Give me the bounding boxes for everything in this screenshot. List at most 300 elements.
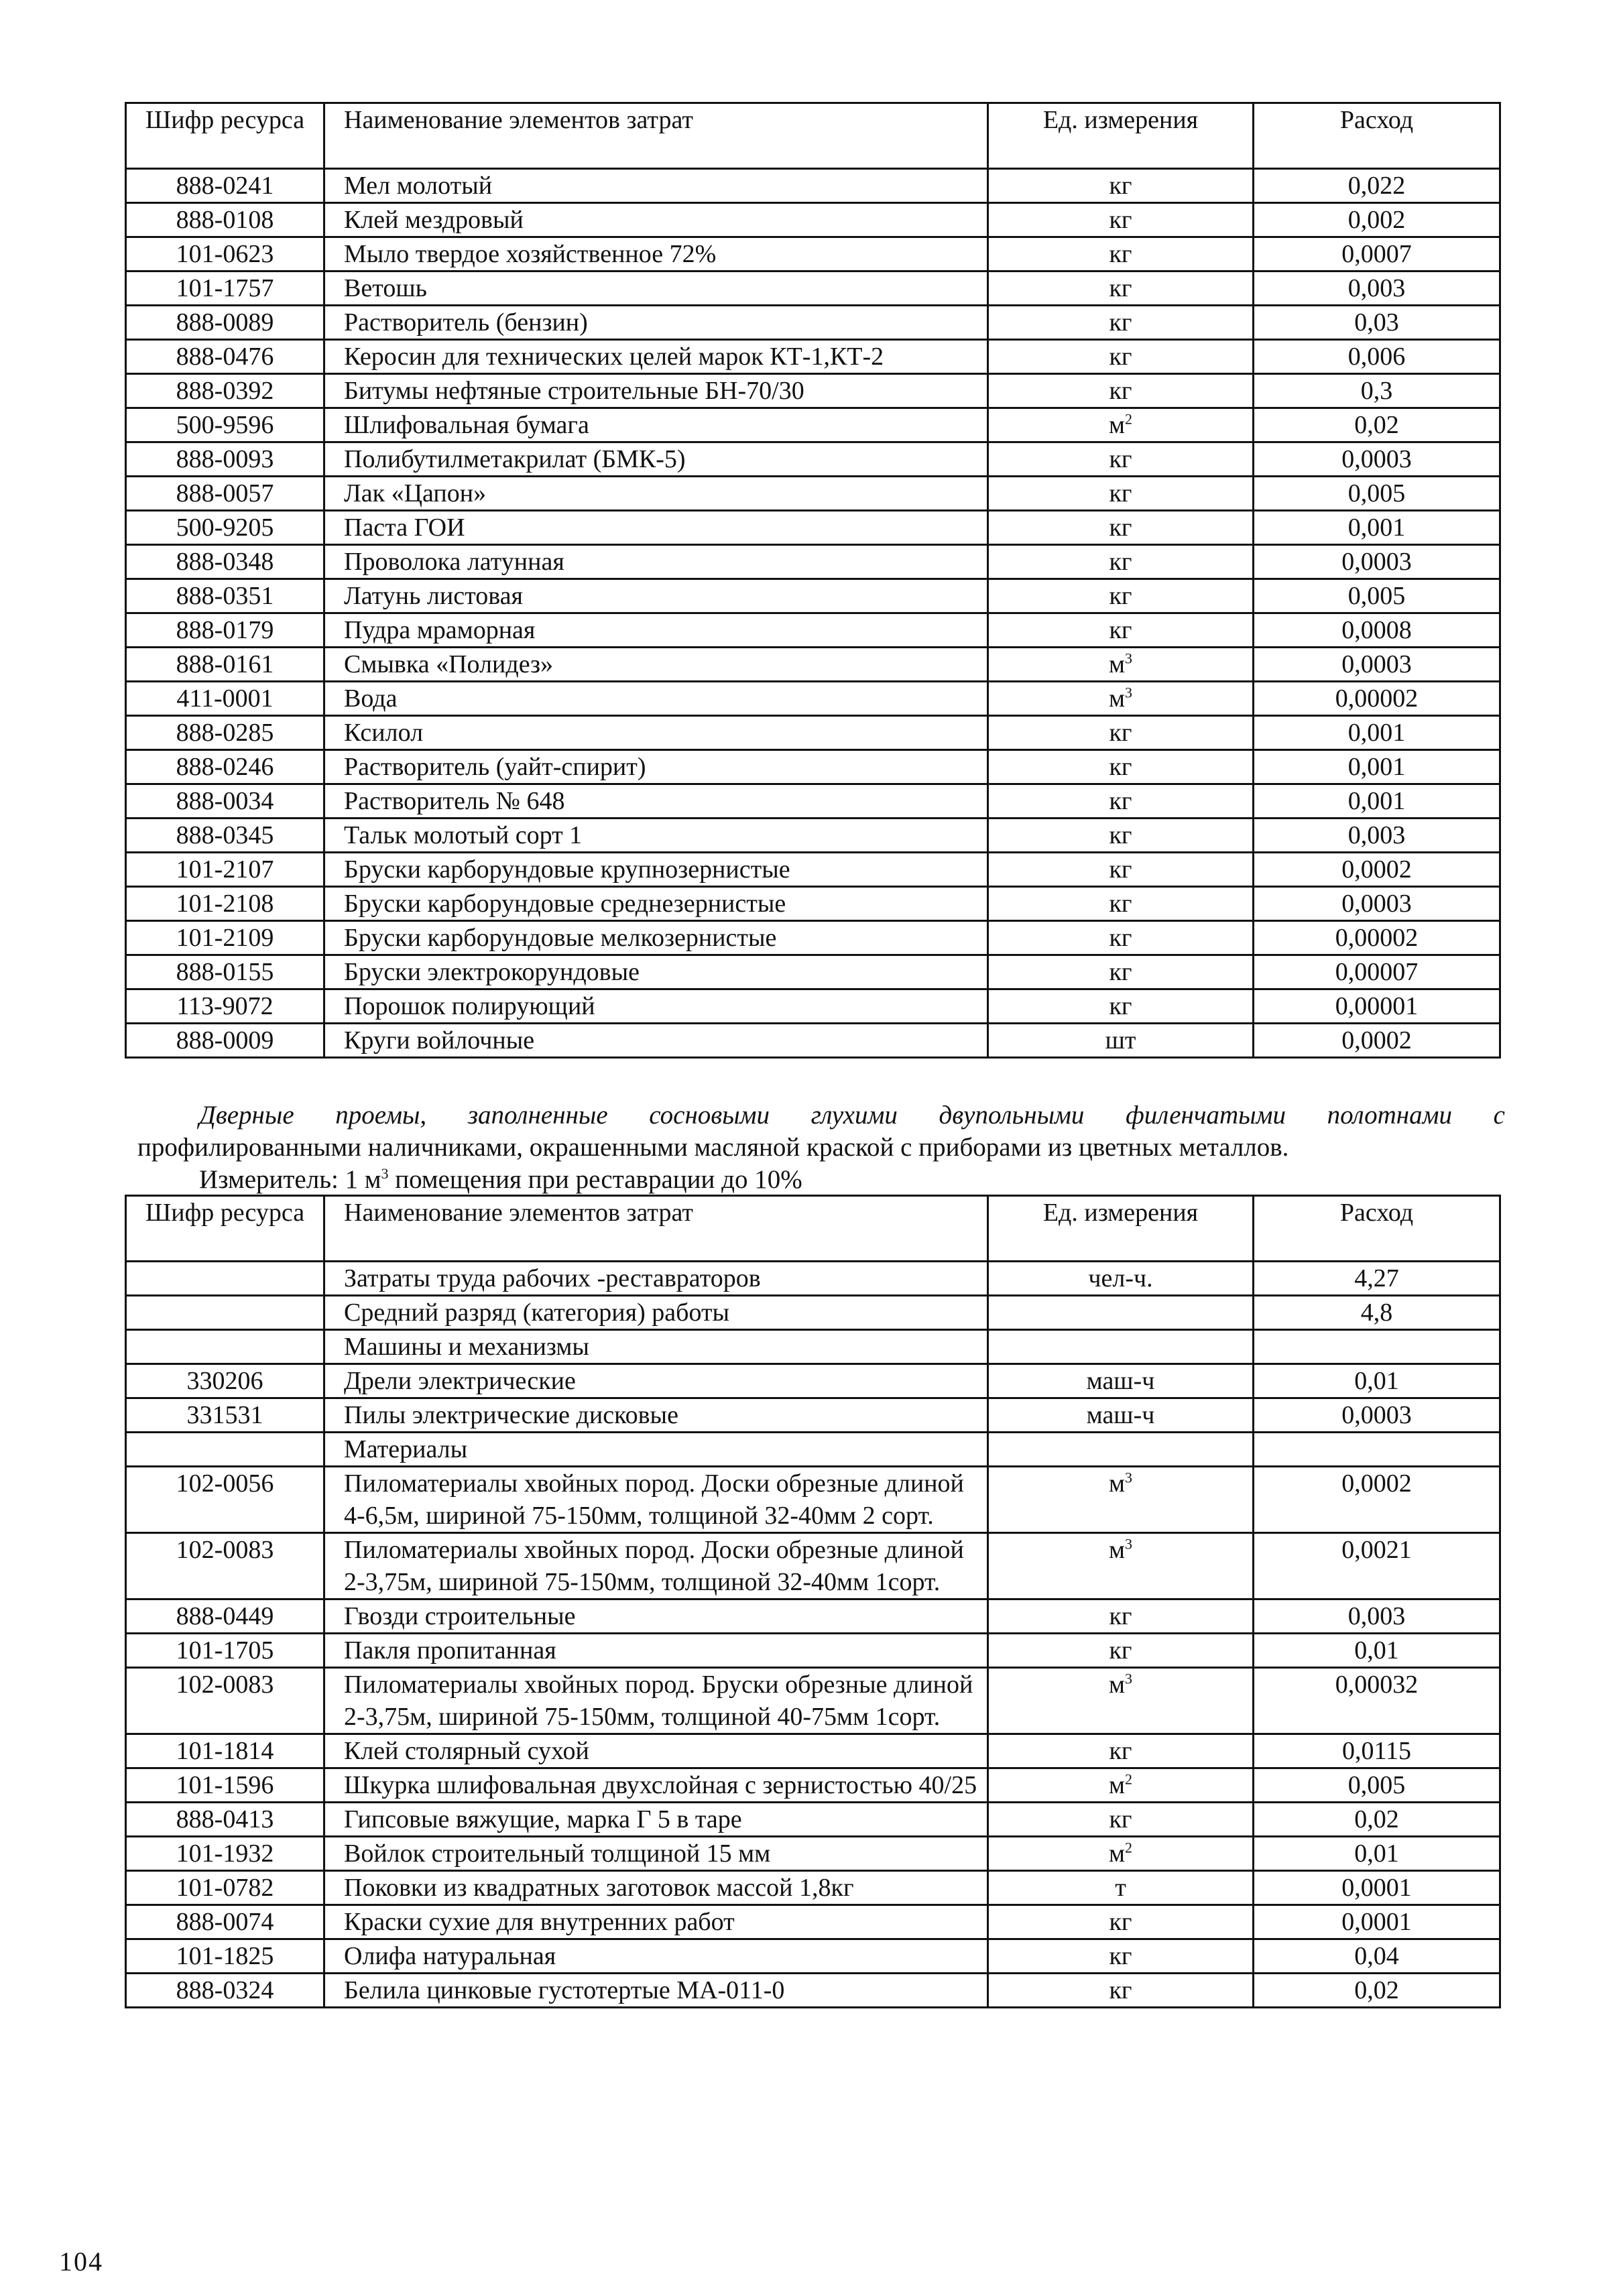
cell-qty-text: 0,00032 bbox=[1335, 1671, 1419, 1699]
cell-name bbox=[324, 579, 988, 613]
cell-name-text: Ветошь bbox=[344, 274, 427, 302]
cell-code bbox=[126, 853, 324, 887]
cell-qty bbox=[1254, 1296, 1500, 1330]
cell-unit bbox=[988, 1634, 1254, 1668]
cell-code-text: 888-0074 bbox=[176, 1908, 274, 1936]
cell-name-text: Дрели электрические bbox=[344, 1367, 576, 1395]
cell-qty-text: 0,003 bbox=[1347, 1602, 1406, 1630]
cell-unit bbox=[988, 442, 1254, 477]
cell-unit bbox=[988, 1364, 1254, 1398]
cell-code bbox=[126, 1262, 324, 1296]
cell-name-text: Шкурка шлифовальная двухслойная с зернистостью 40/25 bbox=[344, 1771, 977, 1799]
cell-unit-text: кг bbox=[1109, 1942, 1132, 1970]
cell-name bbox=[324, 1939, 988, 1974]
cell-name bbox=[324, 1599, 988, 1634]
header-name: Наименование элементов затрат bbox=[324, 103, 988, 169]
header-unit: Ед. измерения bbox=[988, 1196, 1254, 1262]
table-row bbox=[126, 887, 1500, 921]
cell-unit bbox=[988, 477, 1254, 511]
cell-name bbox=[324, 682, 988, 716]
cell-name bbox=[324, 955, 988, 989]
cell-code bbox=[126, 1398, 324, 1433]
cell-qty-text: 0,003 bbox=[1347, 274, 1406, 302]
cell-unit-text: м bbox=[1108, 1536, 1126, 1564]
cell-name-text: Машины и механизмы bbox=[344, 1333, 589, 1361]
cell-name bbox=[324, 1330, 988, 1364]
cell-unit bbox=[988, 340, 1254, 374]
cell-code bbox=[126, 716, 324, 750]
cell-qty-text: 0,0003 bbox=[1341, 650, 1412, 678]
cell-code bbox=[126, 784, 324, 819]
cell-qty-text: 0,00001 bbox=[1335, 992, 1419, 1020]
cell-code-text: 888-0009 bbox=[176, 1026, 274, 1054]
cell-code-text: 888-0241 bbox=[176, 172, 274, 200]
cell-unit bbox=[988, 819, 1254, 853]
cell-code-text: 888-0161 bbox=[176, 650, 274, 678]
cell-name bbox=[324, 1533, 988, 1599]
cell-code bbox=[126, 579, 324, 613]
cell-code-text: 500-9596 bbox=[176, 411, 274, 439]
cell-code-text: 101-0623 bbox=[176, 240, 274, 268]
table-row bbox=[126, 1364, 1500, 1398]
cell-name-text: Пиломатериалы хвойных пород. Доски обрезные длиной 4-6,5м, шириной 75-150мм, толщиной 32-40мм 2 сорт. bbox=[344, 1469, 964, 1530]
cell-unit-text: кг bbox=[1109, 308, 1132, 337]
unit-exponent: 3 bbox=[1125, 1535, 1133, 1553]
cell-unit-text: кг bbox=[1109, 1976, 1132, 2004]
cell-code-text: 101-1814 bbox=[176, 1737, 274, 1765]
cell-qty bbox=[1254, 1974, 1500, 2008]
cell-name bbox=[324, 750, 988, 784]
cell-unit-text: кг bbox=[1109, 958, 1132, 986]
cell-name-text: Круги войлочные bbox=[344, 1026, 535, 1054]
cell-qty bbox=[1254, 1364, 1500, 1398]
cell-unit bbox=[988, 955, 1254, 989]
table-row bbox=[126, 237, 1500, 271]
cell-unit-text: кг bbox=[1109, 753, 1132, 781]
cell-name bbox=[324, 1296, 988, 1330]
table-row bbox=[126, 169, 1500, 203]
cell-code bbox=[126, 921, 324, 955]
cell-qty bbox=[1254, 1871, 1500, 1905]
cell-qty bbox=[1254, 1837, 1500, 1871]
cell-qty-text: 0,0001 bbox=[1341, 1908, 1412, 1936]
table-row bbox=[126, 1768, 1500, 1803]
cell-unit bbox=[988, 1533, 1254, 1599]
cell-code-text: 331531 bbox=[186, 1401, 263, 1429]
cell-name bbox=[324, 1668, 988, 1734]
cell-name-text: Вода bbox=[344, 684, 398, 713]
cell-name bbox=[324, 887, 988, 921]
cell-name-text: Пилы электрические дисковые bbox=[344, 1401, 678, 1429]
cell-unit-text: кг bbox=[1109, 1636, 1132, 1665]
cell-code bbox=[126, 1364, 324, 1398]
cell-qty bbox=[1254, 579, 1500, 613]
cell-code-text: 101-2107 bbox=[176, 855, 274, 884]
cell-unit-text: кг bbox=[1109, 1737, 1132, 1765]
cell-code-text: 500-9205 bbox=[176, 513, 274, 542]
cell-unit-text: м bbox=[1108, 411, 1126, 439]
cell-qty bbox=[1254, 1634, 1500, 1668]
cell-name-text: Гипсовые вяжущие, марка Г 5 в таре bbox=[344, 1805, 742, 1833]
cell-name-text: Белила цинковые густотертые МА-011-0 bbox=[344, 1976, 785, 2004]
cell-qty bbox=[1254, 613, 1500, 648]
cell-name bbox=[324, 989, 988, 1024]
cell-qty bbox=[1254, 511, 1500, 545]
cell-name bbox=[324, 921, 988, 955]
table-row bbox=[126, 1262, 1500, 1296]
header-unit: Ед. измерения bbox=[988, 103, 1254, 169]
cell-unit bbox=[988, 203, 1254, 237]
cell-unit-text: маш-ч bbox=[1086, 1401, 1155, 1429]
cell-unit-text: кг bbox=[1109, 719, 1132, 747]
cell-qty bbox=[1254, 237, 1500, 271]
cell-qty-text: 0,001 bbox=[1347, 513, 1406, 542]
unit-exponent: 3 bbox=[1125, 684, 1133, 701]
table-row bbox=[126, 1939, 1500, 1974]
unit-exponent: 2 bbox=[1125, 1770, 1133, 1788]
cell-name-text: Растворитель (уайт-спирит) bbox=[344, 753, 646, 781]
cell-unit-text: т bbox=[1115, 1874, 1126, 1902]
cell-qty-text: 0,00002 bbox=[1335, 924, 1419, 952]
cell-name bbox=[324, 408, 988, 442]
cell-name-text: Войлок строительный толщиной 15 мм bbox=[344, 1839, 771, 1868]
cell-qty-text: 0,04 bbox=[1354, 1942, 1399, 1970]
cell-unit bbox=[988, 613, 1254, 648]
cell-qty bbox=[1254, 1768, 1500, 1803]
cell-unit-text: м bbox=[1108, 1671, 1126, 1699]
cell-unit-text: кг bbox=[1109, 821, 1132, 849]
cell-unit-text: кг bbox=[1109, 616, 1132, 644]
cell-name bbox=[324, 1364, 988, 1398]
cell-unit bbox=[988, 545, 1254, 579]
cell-name bbox=[324, 784, 988, 819]
table-row bbox=[126, 1871, 1500, 1905]
cell-name-text: Олифа натуральная bbox=[344, 1942, 556, 1970]
table-row bbox=[126, 1803, 1500, 1837]
cell-name bbox=[324, 169, 988, 203]
cell-unit-text: кг bbox=[1109, 1602, 1132, 1630]
cell-name-text: Растворитель № 648 bbox=[344, 787, 565, 815]
cell-unit bbox=[988, 1296, 1254, 1330]
cell-unit bbox=[988, 237, 1254, 271]
cell-qty bbox=[1254, 477, 1500, 511]
cell-name-text: Шлифовальная бумага bbox=[344, 411, 589, 439]
cell-unit bbox=[988, 1398, 1254, 1433]
cell-unit bbox=[988, 853, 1254, 887]
cell-unit-text: кг bbox=[1109, 992, 1132, 1020]
table-row bbox=[126, 1533, 1500, 1599]
cell-name bbox=[324, 1262, 988, 1296]
cell-qty-text: 0,02 bbox=[1354, 1976, 1399, 2004]
cell-name bbox=[324, 1905, 988, 1939]
measure-prefix: Измеритель: 1 м bbox=[199, 1165, 381, 1194]
cell-name-text: Средний разряд (категория) работы bbox=[344, 1298, 730, 1327]
cell-code-text: 102-0056 bbox=[176, 1469, 274, 1498]
cell-name bbox=[324, 1974, 988, 2008]
cell-code bbox=[126, 682, 324, 716]
cell-unit bbox=[988, 648, 1254, 682]
cell-code bbox=[126, 1533, 324, 1599]
cell-name bbox=[324, 374, 988, 408]
cell-code bbox=[126, 1433, 324, 1467]
cell-code bbox=[126, 306, 324, 340]
cell-qty-text: 0,0021 bbox=[1341, 1536, 1412, 1564]
cell-qty-text: 0,003 bbox=[1347, 821, 1406, 849]
cell-code bbox=[126, 750, 324, 784]
cell-code-text: 888-0089 bbox=[176, 308, 274, 337]
table-row bbox=[126, 306, 1500, 340]
cell-name-text: Лак «Цапон» bbox=[344, 479, 487, 507]
cell-name bbox=[324, 340, 988, 374]
cell-unit bbox=[988, 887, 1254, 921]
cell-qty bbox=[1254, 306, 1500, 340]
cell-unit-text: кг bbox=[1109, 1805, 1132, 1833]
cell-name bbox=[324, 716, 988, 750]
cell-code-text: 888-0449 bbox=[176, 1602, 274, 1630]
cell-unit bbox=[988, 511, 1254, 545]
cell-qty bbox=[1254, 1905, 1500, 1939]
cell-qty-text: 0,02 bbox=[1354, 411, 1399, 439]
cell-code-text: 888-0476 bbox=[176, 343, 274, 371]
cell-qty bbox=[1254, 1262, 1500, 1296]
cell-name bbox=[324, 1837, 988, 1871]
header-code: Шифр ресурса bbox=[126, 103, 324, 169]
cell-code-text: 888-0351 bbox=[176, 582, 274, 610]
table-row bbox=[126, 579, 1500, 613]
table-row bbox=[126, 921, 1500, 955]
cell-unit-text: кг bbox=[1109, 513, 1132, 542]
measure-suffix: помещения при реставрации до 10% bbox=[388, 1165, 802, 1194]
cell-name-text: Проволока латунная bbox=[344, 548, 564, 576]
cell-qty bbox=[1254, 716, 1500, 750]
cell-name bbox=[324, 1024, 988, 1058]
cell-qty-text: 0,022 bbox=[1347, 172, 1406, 200]
cell-qty-text: 0,01 bbox=[1354, 1839, 1399, 1868]
cell-name-text: Бруски карборундовые крупнозернистые bbox=[344, 855, 790, 884]
cell-code bbox=[126, 1296, 324, 1330]
cell-name-text: Полибутилметакрилат (БМК-5) bbox=[344, 445, 686, 473]
cell-unit bbox=[988, 1871, 1254, 1905]
cell-qty bbox=[1254, 989, 1500, 1024]
cell-unit bbox=[988, 1974, 1254, 2008]
cell-unit-text: м bbox=[1108, 684, 1126, 713]
cell-qty bbox=[1254, 1939, 1500, 1974]
cell-name-text: Латунь листовая bbox=[344, 582, 523, 610]
table-row bbox=[126, 271, 1500, 306]
cell-unit-text: кг bbox=[1109, 240, 1132, 268]
cell-qty bbox=[1254, 442, 1500, 477]
cell-name bbox=[324, 1803, 988, 1837]
cell-unit-text: м bbox=[1108, 1469, 1126, 1498]
cell-unit-text: кг bbox=[1109, 274, 1132, 302]
cell-qty bbox=[1254, 1803, 1500, 1837]
table-row bbox=[126, 511, 1500, 545]
cell-code-text: 888-0413 bbox=[176, 1805, 274, 1833]
cell-name bbox=[324, 648, 988, 682]
cell-code-text: 113-9072 bbox=[176, 992, 274, 1020]
cell-unit-text: м bbox=[1108, 650, 1126, 678]
cell-unit bbox=[988, 750, 1254, 784]
cell-qty-text: 0,0115 bbox=[1341, 1737, 1412, 1765]
cell-qty-text: 0,005 bbox=[1347, 1771, 1406, 1799]
header-code: Шифр ресурса bbox=[126, 1196, 324, 1262]
cell-unit-text: кг bbox=[1109, 582, 1132, 610]
cell-code-text: 411-0001 bbox=[176, 684, 274, 713]
cell-unit bbox=[988, 784, 1254, 819]
cell-qty-text: 0,0002 bbox=[1341, 855, 1412, 884]
cell-name bbox=[324, 1467, 988, 1533]
resources-table-2 bbox=[125, 1195, 1501, 2008]
cell-code-text: 888-0179 bbox=[176, 616, 274, 644]
cell-qty-text: 0,0003 bbox=[1341, 1401, 1412, 1429]
cell-code bbox=[126, 1467, 324, 1533]
cell-unit-text: кг bbox=[1109, 172, 1132, 200]
cell-code bbox=[126, 1939, 324, 1974]
section-title-line-1: Дверные проемы, заполненные сосновыми глухими двупольными филенчатыми полотнами с bbox=[199, 1101, 1505, 1130]
cell-code-text: 888-0324 bbox=[176, 1976, 274, 2004]
cell-qty-text: 0,001 bbox=[1347, 719, 1406, 747]
cell-qty-text: 4,8 bbox=[1360, 1298, 1393, 1327]
cell-qty-text: 0,0001 bbox=[1341, 1874, 1412, 1902]
cell-name-text: Керосин для технических целей марок КТ-1,КТ-2 bbox=[344, 343, 884, 371]
table-row bbox=[126, 955, 1500, 989]
cell-unit bbox=[988, 169, 1254, 203]
cell-unit bbox=[988, 1837, 1254, 1871]
cell-code bbox=[126, 477, 324, 511]
cell-unit-text: кг bbox=[1109, 548, 1132, 576]
cell-qty bbox=[1254, 853, 1500, 887]
cell-name bbox=[324, 237, 988, 271]
cell-qty bbox=[1254, 955, 1500, 989]
table-row bbox=[126, 1668, 1500, 1734]
cell-qty-text: 0,0002 bbox=[1341, 1469, 1412, 1498]
cell-code-text: 888-0348 bbox=[176, 548, 274, 576]
cell-unit bbox=[988, 921, 1254, 955]
cell-name-text: Затраты труда рабочих -реставраторов bbox=[344, 1264, 761, 1292]
cell-code bbox=[126, 1974, 324, 2008]
cell-name bbox=[324, 271, 988, 306]
cell-qty bbox=[1254, 340, 1500, 374]
cell-name-text: Гвозди строительные bbox=[344, 1602, 576, 1630]
cell-name bbox=[324, 306, 988, 340]
unit-exponent: 3 bbox=[1125, 1670, 1133, 1687]
cell-qty bbox=[1254, 271, 1500, 306]
cell-code-text: 101-1825 bbox=[176, 1942, 274, 1970]
cell-qty-text: 0,03 bbox=[1354, 308, 1399, 337]
cell-unit-text: кг bbox=[1109, 890, 1132, 918]
cell-unit bbox=[988, 408, 1254, 442]
cell-unit bbox=[988, 1768, 1254, 1803]
cell-qty-text: 0,005 bbox=[1347, 479, 1406, 507]
cell-unit bbox=[988, 682, 1254, 716]
cell-code bbox=[126, 237, 324, 271]
table-row bbox=[126, 408, 1500, 442]
unit-exponent: 2 bbox=[1125, 1839, 1133, 1856]
cell-qty-text: 0,0008 bbox=[1341, 616, 1412, 644]
cell-unit-text: кг bbox=[1109, 479, 1132, 507]
cell-qty bbox=[1254, 545, 1500, 579]
cell-code bbox=[126, 989, 324, 1024]
table-row bbox=[126, 1433, 1500, 1467]
cell-code bbox=[126, 1837, 324, 1871]
cell-qty bbox=[1254, 1398, 1500, 1433]
unit-exponent: 3 bbox=[1125, 1469, 1133, 1486]
cell-qty-text: 0,002 bbox=[1347, 206, 1406, 234]
measure-line bbox=[199, 1164, 1567, 1196]
cell-unit-text: шт bbox=[1105, 1026, 1136, 1054]
table-row bbox=[126, 682, 1500, 716]
cell-code-text: 101-1932 bbox=[176, 1839, 274, 1868]
cell-code bbox=[126, 169, 324, 203]
cell-code bbox=[126, 955, 324, 989]
cell-unit-text: м bbox=[1108, 1771, 1126, 1799]
cell-code bbox=[126, 887, 324, 921]
cell-name bbox=[324, 545, 988, 579]
cell-code bbox=[126, 1905, 324, 1939]
header-name: Наименование элементов затрат bbox=[324, 1196, 988, 1262]
cell-unit-text: кг bbox=[1109, 206, 1132, 234]
cell-code bbox=[126, 1599, 324, 1634]
cell-name bbox=[324, 613, 988, 648]
table-row bbox=[126, 1837, 1500, 1871]
unit-exponent: 3 bbox=[1125, 650, 1133, 667]
cell-qty-text: 0,0003 bbox=[1341, 445, 1412, 473]
cell-unit bbox=[988, 579, 1254, 613]
table-row bbox=[126, 784, 1500, 819]
table-row bbox=[126, 716, 1500, 750]
cell-unit-text: кг bbox=[1109, 855, 1132, 884]
table-row bbox=[126, 1974, 1500, 2008]
header-qty: Расход bbox=[1254, 103, 1500, 169]
cell-code-text: 888-0093 bbox=[176, 445, 274, 473]
cell-code bbox=[126, 1668, 324, 1734]
cell-name bbox=[324, 1768, 988, 1803]
cell-unit bbox=[988, 1262, 1254, 1296]
table-row bbox=[126, 989, 1500, 1024]
cell-code-text: 888-0108 bbox=[176, 206, 274, 234]
table-row bbox=[126, 1330, 1500, 1364]
cell-code bbox=[126, 1330, 324, 1364]
cell-name-text: Мыло твердое хозяйственное 72% bbox=[344, 240, 717, 268]
cell-name bbox=[324, 203, 988, 237]
cell-qty-text: 0,02 bbox=[1354, 1805, 1399, 1833]
cell-qty bbox=[1254, 1433, 1500, 1467]
cell-code bbox=[126, 1768, 324, 1803]
cell-unit bbox=[988, 1467, 1254, 1533]
cell-unit bbox=[988, 1433, 1254, 1467]
cell-unit bbox=[988, 374, 1254, 408]
cell-qty bbox=[1254, 682, 1500, 716]
cell-qty bbox=[1254, 203, 1500, 237]
cell-name bbox=[324, 1398, 988, 1433]
table-row bbox=[126, 1467, 1500, 1533]
cell-name-text: Краски сухие для внутренних работ bbox=[344, 1908, 735, 1936]
cell-qty-text: 0,006 bbox=[1347, 343, 1406, 371]
cell-name-text: Мел молотый bbox=[344, 172, 493, 200]
table-row bbox=[126, 1398, 1500, 1433]
cell-qty-text: 0,3 bbox=[1360, 377, 1393, 405]
cell-qty bbox=[1254, 169, 1500, 203]
cell-name bbox=[324, 1871, 988, 1905]
cell-code bbox=[126, 819, 324, 853]
table-row bbox=[126, 613, 1500, 648]
measure-sup: 3 bbox=[381, 1165, 389, 1182]
cell-name bbox=[324, 1734, 988, 1768]
cell-code-text: 102-0083 bbox=[176, 1536, 274, 1564]
cell-code-text: 101-0782 bbox=[176, 1874, 274, 1902]
table-row bbox=[126, 1024, 1500, 1058]
cell-qty bbox=[1254, 887, 1500, 921]
